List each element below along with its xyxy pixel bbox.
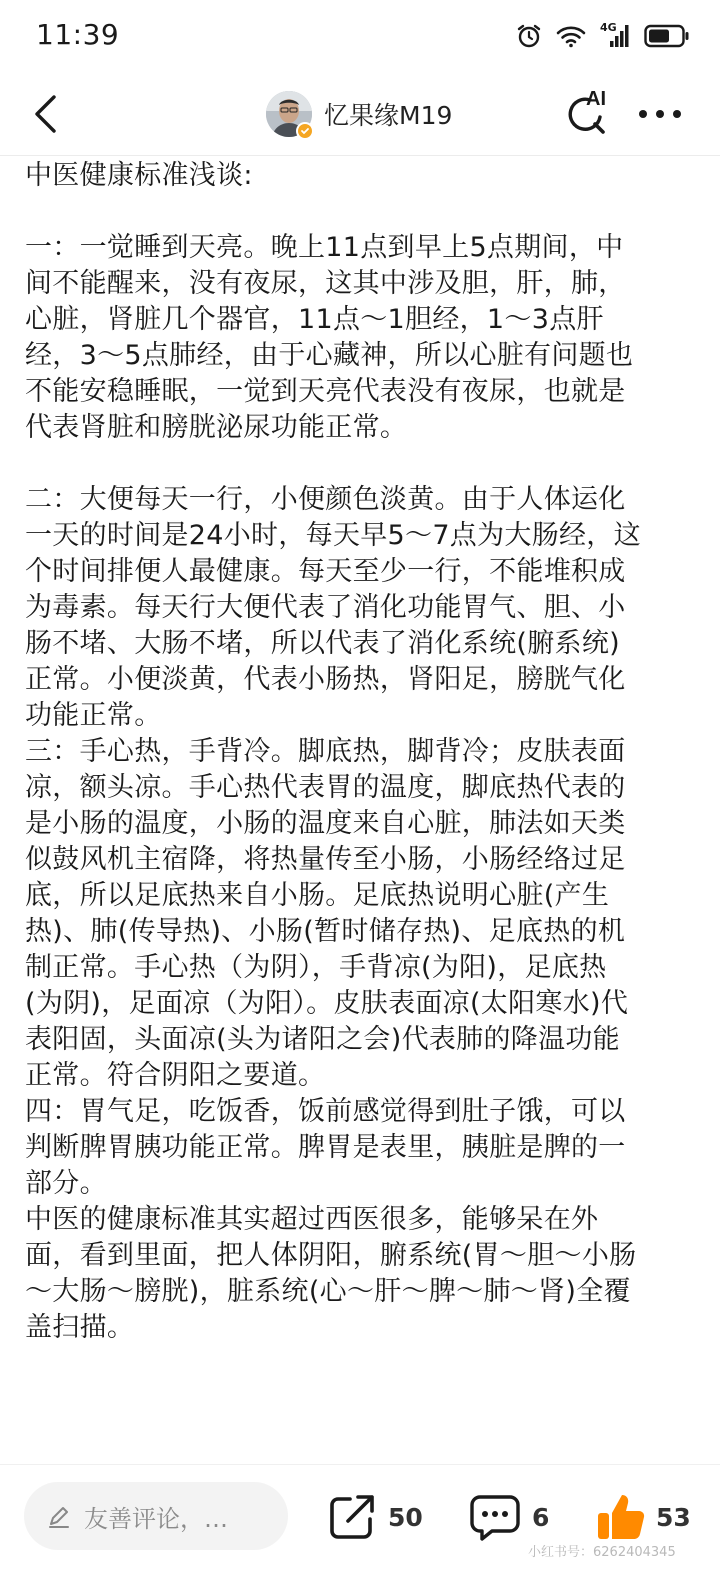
share-button[interactable] xyxy=(326,1487,423,1547)
article-line: 中医健康标准浅谈: xyxy=(25,160,253,191)
article-line: 心脏，肾脏几个器官，11点～1胆经，1～3点肝 xyxy=(25,304,604,335)
article-line: 功能正常。 xyxy=(25,700,162,731)
article-line: 盖扫描。 xyxy=(25,1312,135,1343)
article-line: 表阳固，头面凉(头为诸阳之会)代表肺的降温功能 xyxy=(25,1024,620,1055)
chevron-left-icon xyxy=(32,94,60,134)
status-icons xyxy=(516,18,690,54)
comment-placeholder: 友善评论，… xyxy=(84,1504,228,1533)
article-line: 判断脾胃胰功能正常。脾胃是表里，胰脏是脾的一 xyxy=(25,1132,626,1163)
article-line: 制正常。手心热（为阴），手背凉(为阳)，足底热 xyxy=(25,952,607,983)
article-line: 二：大便每天一行，小便颜色淡黄。由于人体运化 xyxy=(25,484,626,515)
author-info[interactable] xyxy=(266,88,452,140)
signal-icon xyxy=(600,23,630,49)
ai-search-button[interactable] xyxy=(556,84,616,144)
article-line: 三：手心热，手背冷。脚底热，脚背冷；皮肤表面 xyxy=(25,736,626,767)
article-line: 面，看到里面，把人体阴阳，腑系统(胃～胆～小肠 xyxy=(25,1240,637,1271)
article-line: 经，3～5点肺经，由于心藏神，所以心脏有问题也 xyxy=(25,340,634,371)
more-button[interactable] xyxy=(630,86,690,142)
article-line: 似鼓风机主宿降，将热量传至小肠，小肠经络过足 xyxy=(25,844,626,875)
comment-count: 6 xyxy=(532,1502,550,1532)
article-line: ～大肠～膀胱)，脏系统(心～肝～脾～肺～肾)全覆 xyxy=(25,1276,631,1307)
battery-icon xyxy=(644,24,690,48)
article-line: 正常。符合阴阳之要道。 xyxy=(25,1060,326,1091)
blank-line xyxy=(25,196,705,228)
article-line: 中医的健康标准其实超过西医很多，能够呆在外 xyxy=(25,1204,599,1235)
comments-button[interactable] xyxy=(468,1487,549,1547)
article-body xyxy=(25,160,705,1348)
back-button[interactable] xyxy=(18,86,74,142)
status-bar xyxy=(0,0,720,72)
article-line: 一天的时间是24小时，每天早5～7点为大肠经，这 xyxy=(25,520,641,551)
verified-badge-icon xyxy=(296,122,314,140)
article-line: 凉，额头凉。手心热代表胃的温度，脚底热代表的 xyxy=(25,772,626,803)
share-count: 50 xyxy=(388,1502,423,1532)
article-line: 正常。小便淡黄，代表小肠热，肾阳足，膀胱气化 xyxy=(25,664,626,695)
network-type: 4G xyxy=(600,21,617,34)
comment-input[interactable] xyxy=(24,1482,288,1550)
alarm-icon xyxy=(516,23,542,49)
like-button[interactable] xyxy=(596,1487,691,1547)
comment-bubble-icon xyxy=(468,1491,522,1543)
article-line: 部分。 xyxy=(25,1168,107,1199)
article-line: 底，所以足底热来自小肠。足底热说明心脏(产生 xyxy=(25,880,610,911)
ai-label: AI xyxy=(586,88,606,110)
article-line: 四：胃气足，吃饭香，饭前感觉得到肚子饿，可以 xyxy=(25,1096,626,1127)
nav-bar xyxy=(0,72,720,156)
pencil-icon xyxy=(46,1503,72,1529)
article-line: 不能安稳睡眠，一觉到天亮代表没有夜尿，也就是 xyxy=(25,376,626,407)
like-count: 53 xyxy=(656,1502,691,1532)
article-line: 为毒素。每天行大便代表了消化功能胃气、胆、小 xyxy=(25,592,626,623)
article-line: (为阴)，足面凉（为阳）。皮肤表面凉(太阳寒水)代 xyxy=(25,988,629,1019)
bottom-action-bar xyxy=(0,1464,720,1583)
watermark: 小红书号：6262404345 xyxy=(528,1545,676,1560)
more-horizontal-icon xyxy=(638,109,682,119)
blank-line xyxy=(25,448,705,480)
article-line: 间不能醒来，没有夜尿，这其中涉及胆，肝，肺， xyxy=(25,268,626,299)
thumbs-up-icon xyxy=(596,1491,646,1543)
article-line: 个时间排便人最健康。每天至少一行，不能堆积成 xyxy=(25,556,626,587)
article-line: 肠不堵、大肠不堵，所以代表了消化系统(腑系统) xyxy=(25,628,620,659)
author-name[interactable]: 忆果缘M19 xyxy=(324,101,453,130)
wifi-icon xyxy=(556,24,586,48)
article-line: 热)、肺(传导热)、小肠(暂时储存热)、足底热的机 xyxy=(25,916,626,947)
share-icon xyxy=(326,1491,378,1543)
article-line: 代表肾脏和膀胱泌尿功能正常。 xyxy=(25,412,408,443)
article-line: 一：一觉睡到天亮。晚上11点到早上5点期间，中 xyxy=(25,232,624,263)
status-time: 11:39 xyxy=(36,18,120,51)
article-line: 是小肠的温度，小肠的温度来自心脏，肺法如天类 xyxy=(25,808,626,839)
